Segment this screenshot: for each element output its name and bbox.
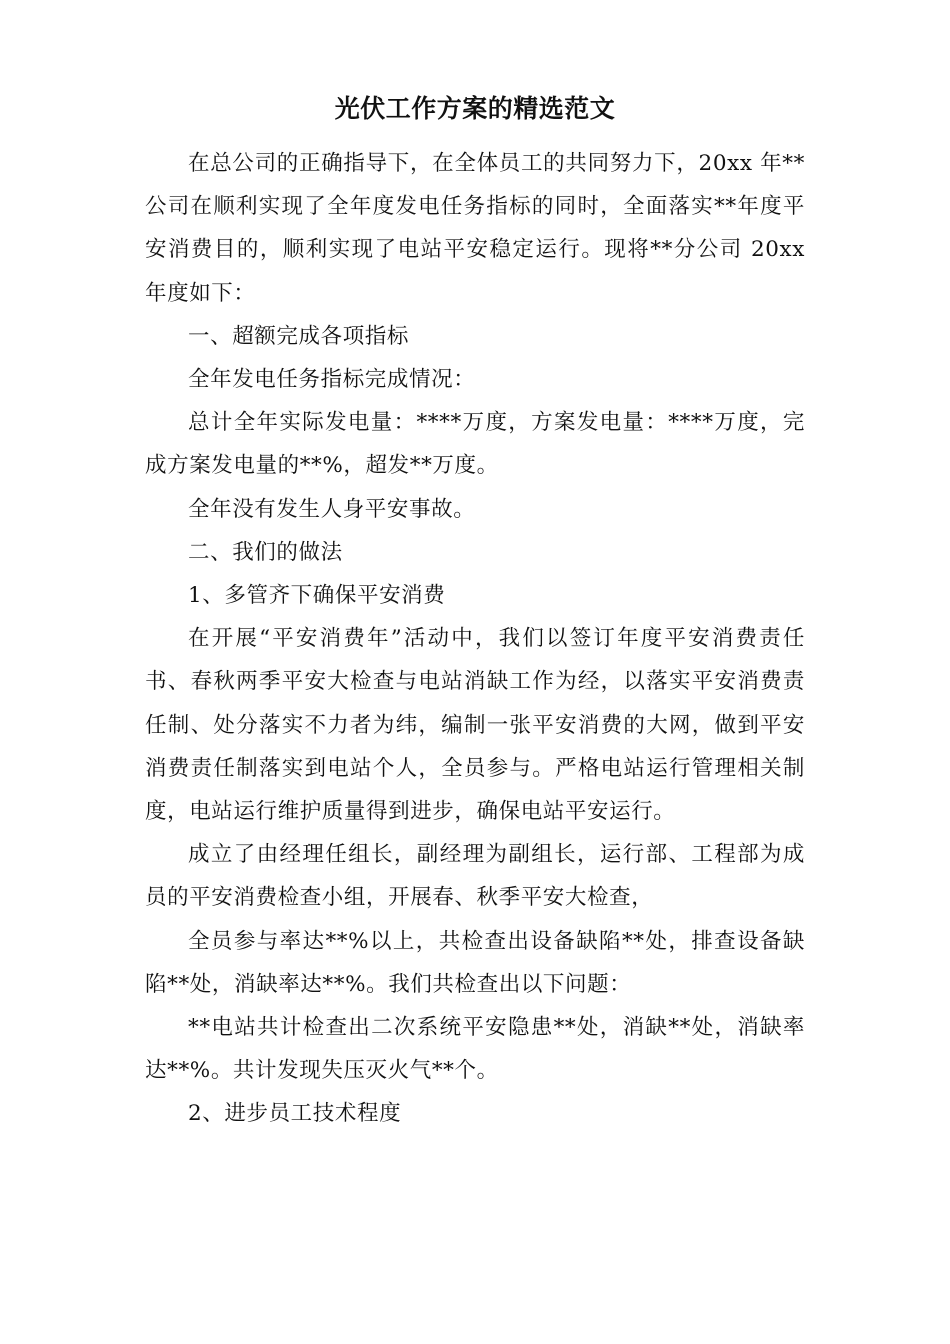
paragraph-station-hazards: **电站共计检查出二次系统平安隐患**处，消缺**处，消缺率达**%。共计发现失压灭火气**个。	[145, 1015, 805, 1084]
heading-section-1: 一、超额完成各项指标	[188, 323, 410, 349]
document-title: 光伏工作方案的精选范文	[334, 94, 616, 123]
heading-subsection-2: 2、进步员工技术程度	[188, 1101, 402, 1127]
paragraph-no-accident: 全年没有发生人身平安事故。	[188, 496, 476, 522]
paragraph-safety-campaign: 在开展“平安消费年”活动中，我们以签订年度平安消费责任书、春秋两季平安大检查与电站消缺工作为经，以落实平安消费责任制、处分落实不力者为纬，编制一张平安消费的大网，做到平安消费责任制落实到电站个人，全员参与。严格电站运行管理相关制度，电站运行维护质量得到进步，确保电站平安运行。	[145, 626, 805, 825]
paragraph-participation: 全员参与率达**%以上，共检查出设备缺陷**处，排查设备缺陷**处，消缺率达**%。我们共检查出以下问题：	[145, 928, 805, 997]
document-body	[145, 142, 805, 1136]
paragraph-task-status: 全年发电任务指标完成情况：	[188, 367, 476, 393]
paragraph-generation-total: 总计全年实际发电量：****万度，方案发电量：****万度，完成方案发电量的**%，超发**万度。	[145, 410, 805, 479]
heading-subsection-1: 1、多管齐下确保平安消费	[188, 583, 446, 609]
paragraph-intro: 在总公司的正确指导下，在全体员工的共同努力下，20xx 年**公司在顺利实现了全年度发电任务指标的同时，全面落实**年度平安消费目的，顺利实现了电站平安稳定运行。现将**分公司 20xx 年度如下：	[145, 151, 805, 306]
heading-section-2: 二、我们的做法	[188, 539, 343, 565]
paragraph-inspection-team: 成立了由经理任组长，副经理为副组长，运行部、工程部为成员的平安消费检查小组，开展春、秋季平安大检查，	[145, 842, 805, 911]
